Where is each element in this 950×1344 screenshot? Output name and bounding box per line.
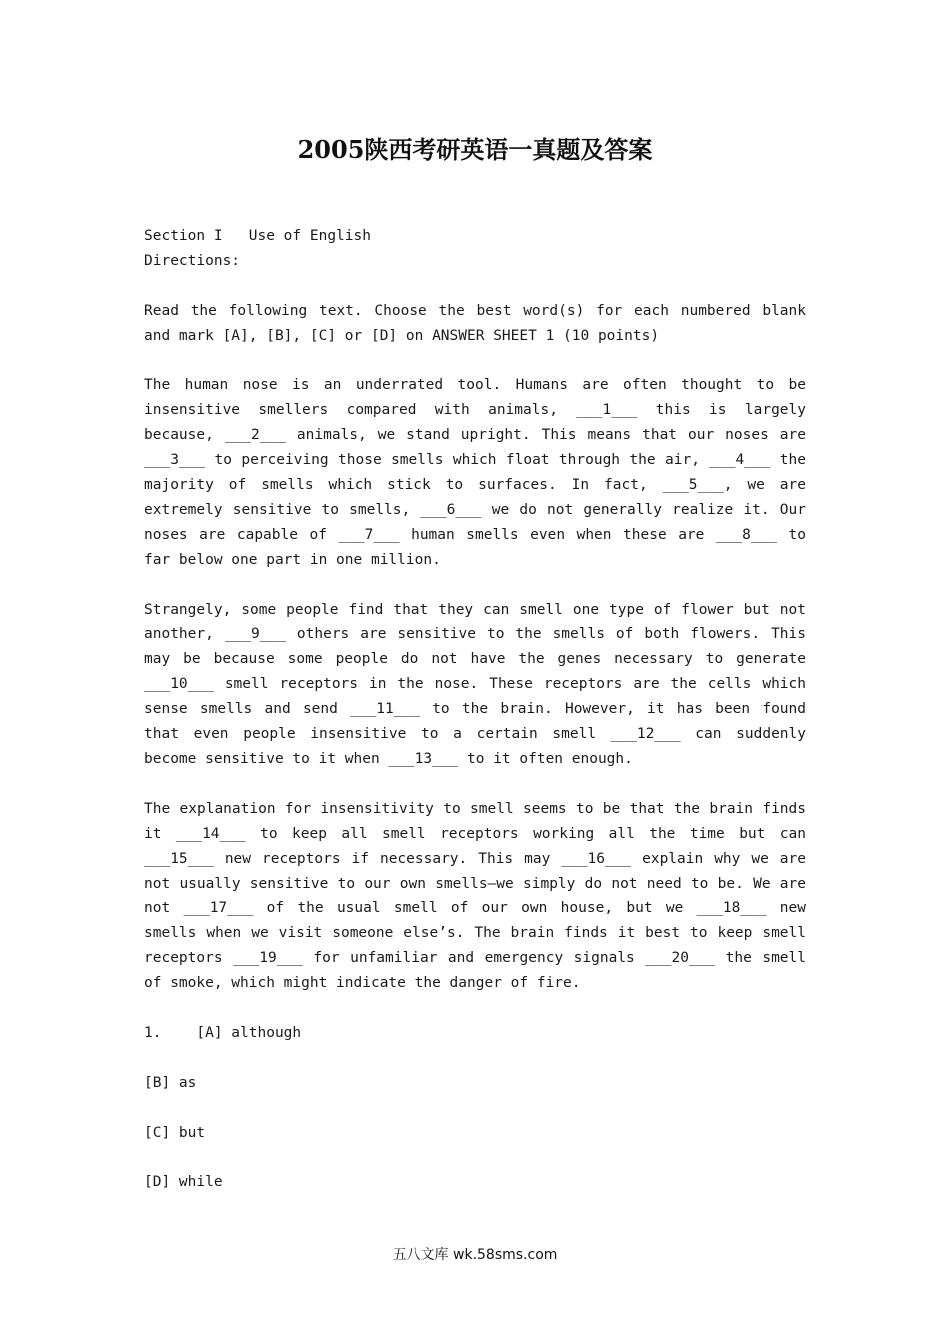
question-1-option-b: [B] as — [144, 1074, 197, 1091]
section-heading: Section I Use of English — [144, 228, 371, 244]
question-1-option-a: 1. [A] although — [144, 1024, 302, 1041]
spacer — [144, 996, 806, 1021]
question-1-option-c: [C] but — [144, 1124, 206, 1141]
passage-paragraph-2: Strangely, some people find that they can smell one type of flower but not another, ___9___ others are sensitive to the smells of both flowers. This may be because some people do not have the genes necessary to generate ___10___ smell receptors in the nose. These receptors are the cells which sense smells and send ___11___ to the brain. However, it has been found that even people insensitive to a certain smell ___12___ can suddenly become sensitive to it when ___13___ to it often enough. — [144, 601, 806, 767]
spacer — [144, 772, 806, 797]
instructions-paragraph: Read the following text. Choose the best word(s) for each numbered blank and mark [A], [B], [C] or [D] on ANSWER SHEET 1 (10 points) — [144, 302, 806, 344]
spacer — [144, 274, 806, 299]
question-1-option-d: [D] while — [144, 1174, 223, 1191]
passage-paragraph-1: The human nose is an underrated tool. Humans are often thought to be insensitive smellers compared with animals, ___1___ this is largely because, ___2___ animals, we stand upright. This means that our noses are ___3___ to perceiving those smells which float through the air, ___4___ the majority of smells which stick to surfaces. In fact, ___5___, we are extremely sensitive to smells, ___6___ we do not generally realize it. Our noses are capable of ___7___ human smells even when these are ___8___ to far below one part in one million. — [144, 377, 806, 568]
passage-paragraph-3: The explanation for insensitivity to smell seems to be that the brain finds it ___14___ to keep all smell receptors working all the time but can ___15___ new receptors if necessary. This may ___16___ explain why we are not usually sensitive to our own smells—we simply do not need to be. We are not ___17___ of the usual smell of our own house, but we ___18___ new smells when we visit someone else’s. The brain finds it best to keep smell receptors ___19___ for unfamiliar and emergency signals ___20___ the smell of smoke, which might indicate the danger of fire. — [144, 800, 806, 992]
footer-watermark: 五八文库 wk.58sms.com — [392, 1247, 558, 1263]
spacer — [144, 349, 806, 374]
spacer — [144, 1096, 806, 1121]
spacer — [144, 1145, 806, 1170]
spacer — [144, 1046, 806, 1071]
spacer — [144, 573, 806, 598]
page-title: 2005陕西考研英语一真题及答案 — [297, 135, 653, 164]
directions-label: Directions: — [144, 252, 241, 269]
document-body — [144, 224, 806, 1195]
